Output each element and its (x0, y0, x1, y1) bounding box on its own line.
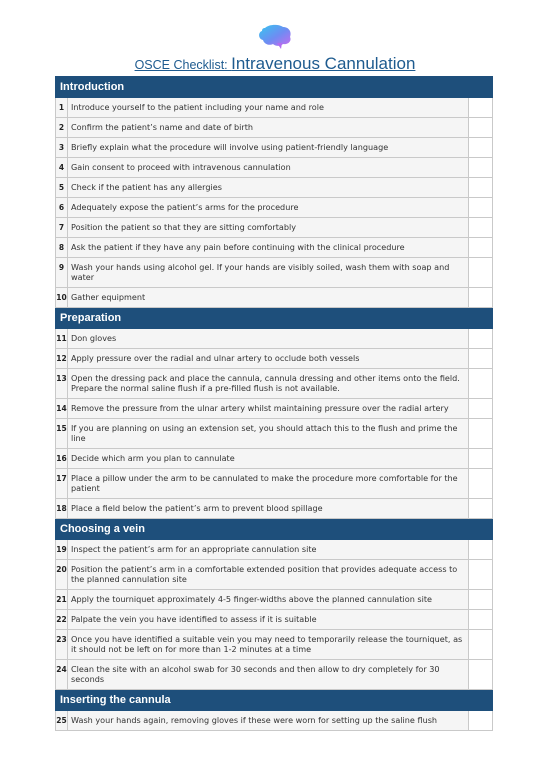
table-row (56, 560, 493, 590)
step-text: Wash your hands using alcohol gel. If your hands are visibly soiled, wash them with soap and water (68, 258, 469, 288)
table-row (56, 449, 493, 469)
step-checkbox[interactable] (468, 158, 492, 178)
table-row (56, 288, 493, 308)
table-row (56, 258, 493, 288)
step-number: 20 (56, 560, 68, 590)
step-text: Place a field below the patient’s arm to prevent blood spillage (68, 499, 469, 519)
step-number: 15 (56, 419, 68, 449)
step-number: 1 (56, 98, 68, 118)
step-text: Once you have identified a suitable vein you may need to temporarily release the tourniquet, as it should not be left on for more than 1-2 minutes at a time (68, 630, 469, 660)
table-row (56, 118, 493, 138)
section-header (56, 77, 493, 98)
step-checkbox[interactable] (468, 138, 492, 158)
table-row (56, 158, 493, 178)
table-row (56, 590, 493, 610)
section-title: Inserting the cannula (56, 690, 493, 711)
step-text: If you are planning on using an extension set, you should attach this to the flush and prime the line (68, 419, 469, 449)
step-text: Briefly explain what the procedure will involve using patient-friendly language (68, 138, 469, 158)
step-number: 19 (56, 540, 68, 560)
table-row (56, 660, 493, 690)
step-checkbox[interactable] (468, 98, 492, 118)
table-row (56, 610, 493, 630)
page-title (0, 54, 550, 74)
step-number: 14 (56, 399, 68, 419)
step-checkbox[interactable] (468, 590, 492, 610)
step-text: Remove the pressure from the ulnar artery whilst maintaining pressure over the radial artery (68, 399, 469, 419)
section-header (56, 519, 493, 540)
step-number: 6 (56, 198, 68, 218)
step-checkbox[interactable] (468, 218, 492, 238)
step-checkbox[interactable] (468, 369, 492, 399)
table-row (56, 499, 493, 519)
step-number: 3 (56, 138, 68, 158)
table-row (56, 469, 493, 499)
step-text: Inspect the patient’s arm for an appropriate cannulation site (68, 540, 469, 560)
step-checkbox[interactable] (468, 178, 492, 198)
step-checkbox[interactable] (468, 258, 492, 288)
table-row (56, 419, 493, 449)
section-title: Preparation (56, 308, 493, 329)
step-number: 17 (56, 469, 68, 499)
step-checkbox[interactable] (468, 610, 492, 630)
step-checkbox[interactable] (468, 118, 492, 138)
step-text: Adequately expose the patient’s arms for the procedure (68, 198, 469, 218)
table-row (56, 178, 493, 198)
step-text: Ask the patient if they have any pain before continuing with the clinical procedure (68, 238, 469, 258)
step-checkbox[interactable] (468, 288, 492, 308)
step-number: 23 (56, 630, 68, 660)
step-number: 4 (56, 158, 68, 178)
step-number: 8 (56, 238, 68, 258)
step-number: 7 (56, 218, 68, 238)
step-number: 16 (56, 449, 68, 469)
step-checkbox[interactable] (468, 399, 492, 419)
table-row (56, 138, 493, 158)
step-checkbox[interactable] (468, 540, 492, 560)
brain-logo-icon (257, 24, 293, 50)
step-text: Place a pillow under the arm to be cannulated to make the procedure more comfortable for the patient (68, 469, 469, 499)
title-main: Intravenous Cannulation (231, 54, 416, 73)
step-text: Open the dressing pack and place the cannula, cannula dressing and other items onto the field. Prepare the normal saline flush if a pre-filled flush is not available. (68, 369, 469, 399)
step-checkbox[interactable] (468, 449, 492, 469)
table-row (56, 711, 493, 731)
section-title: Choosing a vein (56, 519, 493, 540)
step-number: 5 (56, 178, 68, 198)
step-text: Confirm the patient’s name and date of birth (68, 118, 469, 138)
step-text: Wash your hands again, removing gloves if these were worn for setting up the saline flush (68, 711, 469, 731)
step-number: 13 (56, 369, 68, 399)
step-number: 25 (56, 711, 68, 731)
step-text: Gain consent to proceed with intravenous cannulation (68, 158, 469, 178)
step-text: Introduce yourself to the patient including your name and role (68, 98, 469, 118)
step-number: 24 (56, 660, 68, 690)
table-row (56, 369, 493, 399)
step-text: Apply pressure over the radial and ulnar artery to occlude both vessels (68, 349, 469, 369)
step-checkbox[interactable] (468, 198, 492, 218)
table-row (56, 218, 493, 238)
table-row (56, 329, 493, 349)
step-checkbox[interactable] (468, 630, 492, 660)
table-row (56, 238, 493, 258)
step-checkbox[interactable] (468, 349, 492, 369)
step-text: Apply the tourniquet approximately 4-5 finger-widths above the planned cannulation site (68, 590, 469, 610)
step-text: Position the patient so that they are sitting comfortably (68, 218, 469, 238)
step-checkbox[interactable] (468, 419, 492, 449)
step-text: Position the patient’s arm in a comfortable extended position that provides adequate access to the planned cannulation site (68, 560, 469, 590)
table-row (56, 630, 493, 660)
step-checkbox[interactable] (468, 469, 492, 499)
section-header (56, 308, 493, 329)
step-checkbox[interactable] (468, 560, 492, 590)
step-checkbox[interactable] (468, 499, 492, 519)
step-text: Clean the site with an alcohol swab for 30 seconds and then allow to dry completely for 30 seconds (68, 660, 469, 690)
table-row (56, 198, 493, 218)
step-text: Palpate the vein you have identified to assess if it is suitable (68, 610, 469, 630)
step-number: 21 (56, 590, 68, 610)
table-row (56, 399, 493, 419)
section-header (56, 690, 493, 711)
section-title: Introduction (56, 77, 493, 98)
step-number: 9 (56, 258, 68, 288)
step-checkbox[interactable] (468, 329, 492, 349)
step-number: 2 (56, 118, 68, 138)
table-row (56, 349, 493, 369)
title-prefix: OSCE Checklist: (134, 58, 232, 72)
step-number: 18 (56, 499, 68, 519)
step-text: Decide which arm you plan to cannulate (68, 449, 469, 469)
step-text: Gather equipment (68, 288, 469, 308)
step-text: Check if the patient has any allergies (68, 178, 469, 198)
checklist (55, 76, 493, 731)
table-row (56, 540, 493, 560)
step-number: 11 (56, 329, 68, 349)
table-row (56, 98, 493, 118)
checklist-table (55, 76, 493, 731)
step-text: Don gloves (68, 329, 469, 349)
step-checkbox[interactable] (468, 711, 492, 731)
step-number: 12 (56, 349, 68, 369)
step-checkbox[interactable] (468, 238, 492, 258)
step-checkbox[interactable] (468, 660, 492, 690)
step-number: 10 (56, 288, 68, 308)
step-number: 22 (56, 610, 68, 630)
